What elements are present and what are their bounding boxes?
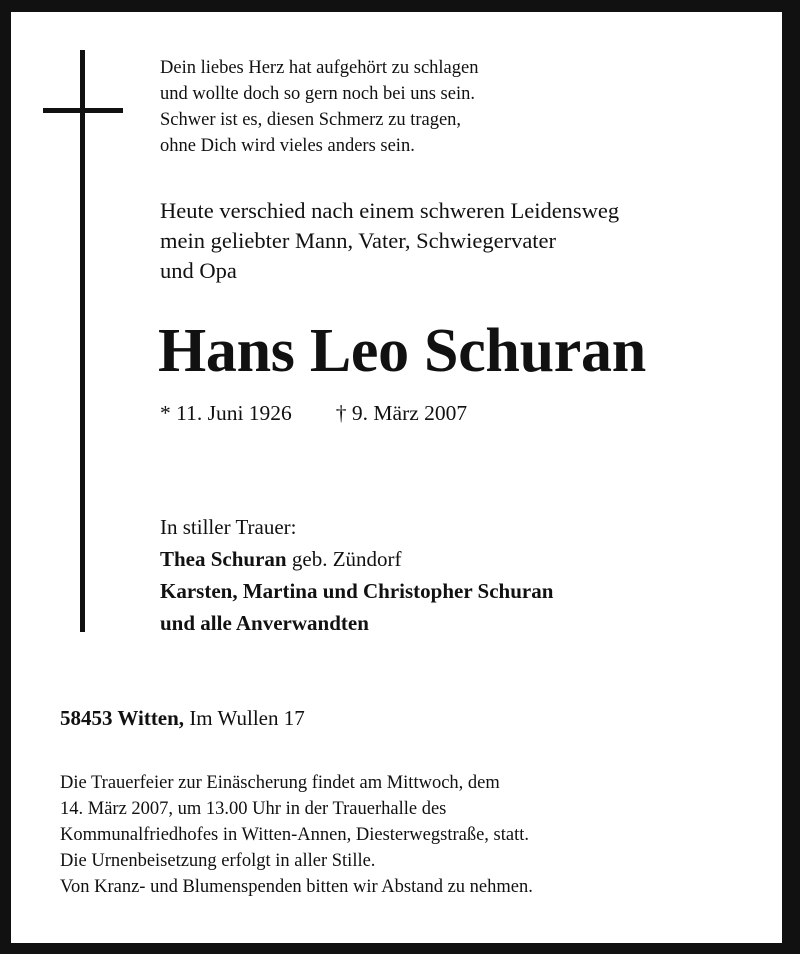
wife-name: Thea Schuran	[160, 547, 287, 571]
notice-line: Von Kranz- und Blumenspenden bitten wir Abstand zu nehmen.	[60, 877, 533, 897]
address-street: Im Wullen 17	[184, 706, 305, 730]
notice-line: Kommunalfriedhofes in Witten-Annen, Diesterwegstraße, statt.	[60, 825, 529, 845]
notice-line: Die Urnenbeisetzung erfolgt in aller Stille.	[60, 851, 376, 871]
death-date: † 9. März 2007	[335, 401, 468, 425]
funeral-notice	[60, 770, 533, 900]
mourner-children: Karsten, Martina und Christopher Schuran	[160, 579, 554, 603]
announcement-line: und Opa	[160, 258, 237, 283]
wife-birth-name: geb. Zündorf	[286, 547, 402, 571]
life-dates	[160, 398, 467, 428]
poem-line: Dein liebes Herz hat aufgehört zu schlagen	[160, 58, 479, 78]
mourner-wife	[160, 543, 553, 575]
announcement-line: Heute verschied nach einem schweren Leidensweg	[160, 198, 620, 223]
address-city: 58453 Witten,	[60, 706, 185, 730]
mourning-heading: In stiller Trauer:	[160, 515, 297, 539]
mourner-relatives: und alle Anverwandten	[160, 611, 369, 635]
cross-vertical-bar	[80, 50, 85, 632]
notice-line: Die Trauerfeier zur Einäscherung findet am Mittwoch, dem	[60, 773, 500, 793]
notice-line: 14. März 2007, um 13.00 Uhr in der Trauerhalle des	[60, 799, 447, 819]
memorial-poem	[160, 55, 478, 159]
family-address	[60, 703, 305, 733]
birth-date: * 11. Juni 1926	[160, 401, 292, 425]
poem-line: und wollte doch so gern noch bei uns sein.	[160, 84, 475, 104]
announcement-line: mein geliebter Mann, Vater, Schwiegervater	[160, 228, 557, 253]
death-announcement	[160, 196, 619, 286]
mourners-block	[160, 511, 553, 639]
deceased-name: Hans Leo Schuran	[158, 317, 646, 385]
poem-line: Schwer ist es, diesen Schmerz zu tragen,	[160, 110, 462, 130]
cross-horizontal-bar	[43, 108, 123, 113]
poem-line: ohne Dich wird vieles anders sein.	[160, 136, 415, 156]
